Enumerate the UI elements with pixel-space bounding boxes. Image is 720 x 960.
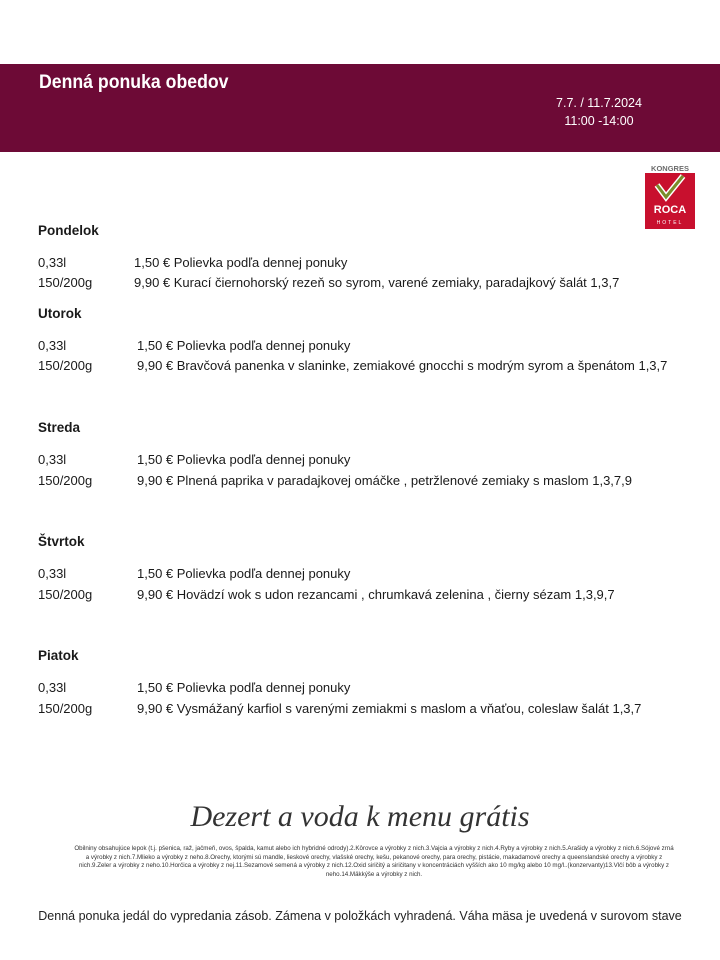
- dish-description: 9,90 € Bravčová panenka v slaninke, zemiakové gnocchi s modrým syrom a špenátom 1,3,7: [137, 358, 668, 373]
- header-banner: [0, 64, 720, 152]
- dish-description: 9,90 € Plnená paprika v paradajkovej omáčke , petržlenové zemiaky s maslom 1,3,7,9: [137, 473, 632, 488]
- page-title: Denná ponuka obedov: [39, 72, 229, 93]
- serving-hours: 11:00 -14:00: [564, 114, 634, 128]
- portion-size: 0,33l: [38, 255, 67, 270]
- date-range-block: [529, 94, 669, 130]
- dish-description: 1,50 € Polievka podľa dennej ponuky: [137, 566, 351, 581]
- hotel-logo: [645, 163, 695, 229]
- portion-size: 0,33l: [38, 680, 67, 695]
- dish-description: 1,50 € Polievka podľa dennej ponuky: [137, 452, 351, 467]
- day-heading-streda: Streda: [38, 420, 81, 435]
- portion-size: 0,33l: [38, 338, 67, 353]
- allergen-legend: Obilniny obsahujúce lepok (t.j. pšenica, raž, jačmeň, ovos, špalda, kamut alebo ich hybridné odrody).2.Kôrovce a výrobky z nich.3.Vajcia a výrobky z nich.4.Ryby a výrobky z nich.5.Arašidy a výrobky z nich.6.Sójové zrná a výrobky z nich.7.Mlieko a výrobky z neho.8.Orechy, ktorými sú mandle, lieskové orechy, vlašské orechy, kešu, pekanové orechy, para orechy, pistácie, makadamové orechy a queenslandské orechy a výrobky z nich.9.Zeler a výrobky z neho.10.Horčica a výrobky z nej.11.Sezamové semená a výrobky z nich.12.Oxid siričitý a siričitany v koncentráciách vyšších ako 10 mg/kg alebo 10 mg/l..(konzervanty)13.Vlčí bôb a výrobky z neho.14.Mäkkýše a výrobky z nich.: [74, 845, 674, 878]
- dish-description: 9,90 € Kurací čiernohorský rezeň so syrom, varené zemiaky, paradajkový šalát 1,3,7: [134, 275, 620, 290]
- dessert-note: Dezert a voda k menu grátis: [190, 800, 530, 833]
- dish-description: 9,90 € Vysmážaný karfiol s varenými zemiakmi s maslom a vňaťou, coleslaw šalát 1,3,7: [137, 701, 642, 716]
- portion-size: 150/200g: [38, 473, 93, 488]
- logo-text-roca: ROCA: [653, 204, 687, 216]
- dish-description: 1,50 € Polievka podľa dennej ponuky: [134, 255, 348, 270]
- portion-size: 0,33l: [38, 452, 67, 467]
- footer-note: Denná ponuka jedál do vypredania zásob. Zámena v položkách vyhradená. Váha mäsa je uvedená v surovom stave: [38, 909, 682, 923]
- day-heading-stvrtok: Štvrtok: [38, 534, 85, 549]
- portion-size: 150/200g: [38, 358, 93, 373]
- dish-description: 1,50 € Polievka podľa dennej ponuky: [137, 680, 351, 695]
- dish-description: 9,90 € Hovädzí wok s udon rezancami , chrumkavá zelenina , čierny sézam 1,3,9,7: [137, 587, 615, 602]
- portion-size: 0,33l: [38, 566, 67, 581]
- logo-text-kongres: KONGRES: [651, 164, 689, 173]
- day-heading-piatok: Piatok: [38, 648, 79, 663]
- day-heading-utorok: Utorok: [38, 306, 82, 321]
- logo-text-hotel: HOTEL: [656, 220, 684, 226]
- portion-size: 150/200g: [38, 587, 93, 602]
- portion-size: 150/200g: [38, 275, 93, 290]
- date-range: 7.7. / 11.7.2024: [556, 96, 642, 110]
- dish-description: 1,50 € Polievka podľa dennej ponuky: [137, 338, 351, 353]
- day-heading-pondelok: Pondelok: [38, 223, 99, 238]
- portion-size: 150/200g: [38, 701, 93, 716]
